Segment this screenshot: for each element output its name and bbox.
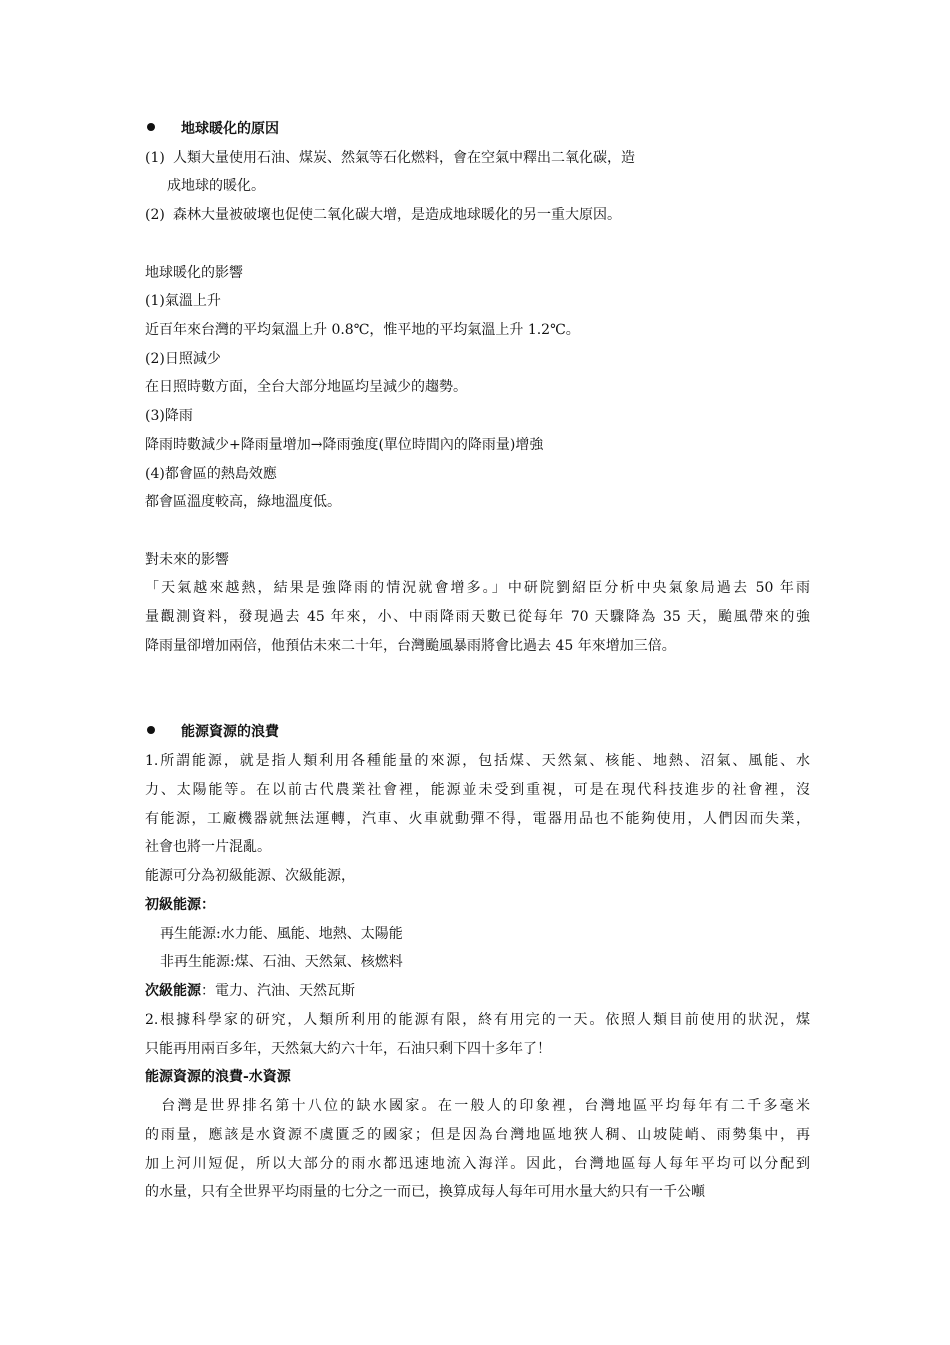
cause-1-line-1: (1) 人類大量使用石油、煤炭、然氣等石化燃料，會在空氣中釋出二氧化碳，造: [145, 150, 635, 166]
section-heading-energy: 能源資源的浪費: [145, 722, 745, 742]
energy-para-line-1: 1.所謂能源，就是指人類利用各種能量的來源，包括煤、天然氣、核能、地熱、沼氣、風能、水: [145, 753, 810, 769]
bullet-icon: [147, 123, 155, 131]
energy-para-line-2: 力、太陽能等。在以前古代農業社會裡，能源並未受到重視，可是在現代科技進步的社會裡，沒: [145, 782, 810, 798]
cause-1-number: (1): [145, 150, 165, 166]
secondary-energy-label: 次級能源: [145, 983, 201, 999]
impact-2-text: 在日照時數方面，全台大部分地區均呈減少的趨勢。: [145, 379, 467, 395]
impact-4-label: (4)都會區的熱島效應: [145, 466, 277, 482]
future-title: 對未來的影響: [145, 552, 229, 568]
impact-2-label: (2)日照減少: [145, 351, 221, 367]
water-para-line-4: 的水量，只有全世界平均雨量的七分之一而已，換算成每人每年可用水量大約只有一千公噸: [145, 1184, 705, 1200]
future-line-3: 降雨量卻增加兩倍，他預估未來二十年，台灣颱風暴雨將會比過去 45 年來增加三倍。: [145, 638, 676, 654]
impacts-title: 地球暖化的影響: [145, 265, 243, 281]
energy-para-line-4: 社會也將一片混亂。: [145, 839, 271, 855]
impact-3-text: 降雨時數減少+降雨量增加→降雨強度(單位時間內的降雨量)增強: [145, 437, 544, 453]
future-line-2: 量觀測資料，發現過去 45 年來，小、中雨降雨天數已從每年 70 天驟降為 35 天，颱風帶來的強: [145, 609, 810, 625]
water-para-line-1: 台灣是世界排名第十八位的缺水國家。在一般人的印象裡，台灣地區平均每年有二千多毫米: [145, 1098, 810, 1114]
impact-4-text: 都會區溫度較高，綠地溫度低。: [145, 494, 341, 510]
cause-2: (2) 森林大量被破壞也促使二氧化碳大增，是造成地球暖化的另一重大原因。: [145, 207, 621, 223]
water-para-line-2: 的雨量，應該是水資源不虞匱乏的國家；但是因為台灣地區地狹人稠、山坡陡峭、雨勢集中，再: [145, 1127, 810, 1143]
energy-para2-line-2: 只能再用兩百多年，天然氣大約六十年，石油只剩下四十多年了！: [145, 1041, 551, 1057]
cause-1-line-2: 成地球的暖化。: [167, 178, 265, 194]
impact-1-label: (1)氣溫上升: [145, 293, 221, 309]
primary-energy-label: 初級能源：: [145, 897, 215, 913]
nonrenewable-energy: 非再生能源:煤、石油、天然氣、核燃料: [160, 954, 403, 970]
water-para-line-3: 加上河川短促，所以大部分的雨水都迅速地流入海洋。因此，台灣地區每人每年平均可以分配到: [145, 1156, 810, 1172]
water-heading: 能源資源的浪費-水資源: [145, 1069, 291, 1085]
section-heading-causes: 地球暖化的原因: [145, 119, 745, 139]
bullet-icon: [147, 726, 155, 734]
energy-classify: 能源可分為初級能源、次級能源，: [145, 868, 355, 884]
renewable-energy: 再生能源:水力能、風能、地熱、太陽能: [160, 926, 403, 942]
energy-para-line-3: 有能源，工廠機器就無法運轉，汽車、火車就動彈不得，電器用品也不能夠使用，人們因而失業，: [145, 811, 810, 827]
impact-1-text: 近百年來台灣的平均氣溫上升 0.8℃，惟平地的平均氣溫上升 1.2℃。: [145, 322, 580, 338]
secondary-energy: 次級能源：電力、汽油、天然瓦斯: [145, 983, 355, 999]
cause-2-number: (2): [145, 207, 165, 223]
future-line-1: 「天氣越來越熱，結果是強降雨的情況就會增多。」中研院劉紹臣分析中央氣象局過去 50 年雨: [145, 580, 810, 596]
energy-para2-line-1: 2.根據科學家的研究，人類所利用的能源有限，終有用完的一天。依照人類目前使用的狀況，煤: [145, 1012, 810, 1028]
impact-3-label: (3)降雨: [145, 408, 193, 424]
